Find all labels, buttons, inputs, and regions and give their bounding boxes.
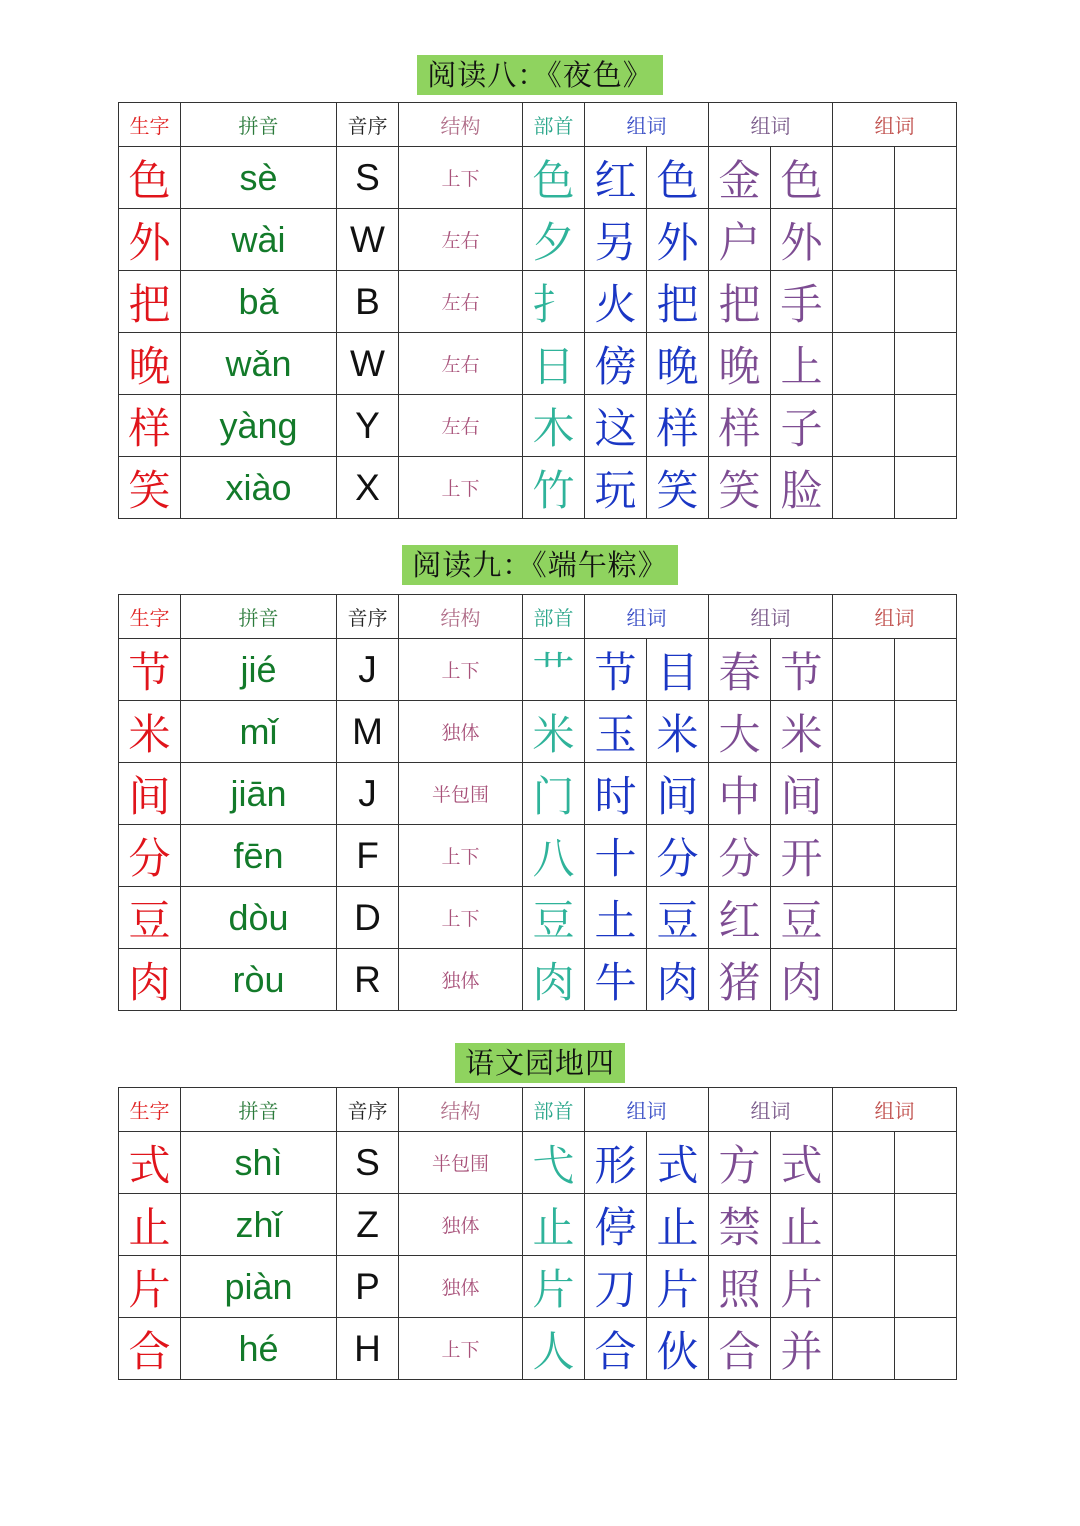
pinyin-cell: zhǐ [181,1194,337,1256]
word1-char: 片 [647,1256,709,1318]
table-row [119,887,957,949]
initial-letter-cell: S [337,147,399,209]
word3-char [895,271,957,333]
new-character: 米 [119,701,181,763]
word2-char: 把 [709,271,771,333]
pinyin-cell: jiān [181,763,337,825]
pinyin-cell: mǐ [181,701,337,763]
header-shengzi: 生字 [119,1088,181,1132]
word1-char: 十 [585,825,647,887]
word1-char: 合 [585,1318,647,1380]
table-row [119,701,957,763]
table-row [119,147,957,209]
word2-char: 上 [771,333,833,395]
word1-char: 伙 [647,1318,709,1380]
structure-cell: 左右 [399,333,523,395]
table-row [119,1318,957,1380]
initial-letter-cell: J [337,639,399,701]
word2-char: 色 [771,147,833,209]
table-row [119,1132,957,1194]
radical-cell: 豆 [523,887,585,949]
new-character: 豆 [119,887,181,949]
structure-cell: 半包围 [399,763,523,825]
word1-char: 另 [585,209,647,271]
word1-char: 样 [647,395,709,457]
initial-letter-cell: S [337,1132,399,1194]
new-character: 肉 [119,949,181,1011]
table-row [119,1194,957,1256]
word1-char: 土 [585,887,647,949]
word1-char: 红 [585,147,647,209]
structure-cell: 左右 [399,271,523,333]
structure-cell: 左右 [399,395,523,457]
word2-char: 样 [709,395,771,457]
word2-char: 子 [771,395,833,457]
word2-char: 间 [771,763,833,825]
pinyin-cell: dòu [181,887,337,949]
word2-char: 米 [771,701,833,763]
header-bushou: 部首 [523,1088,585,1132]
table-row [119,639,957,701]
word3-char [895,395,957,457]
word1-char: 节 [585,639,647,701]
structure-cell: 独体 [399,949,523,1011]
pinyin-cell: wǎn [181,333,337,395]
word2-char: 止 [771,1194,833,1256]
word1-char: 止 [647,1194,709,1256]
section-title-text: 阅读九：《端午粽》 [402,545,678,585]
pinyin-cell: jié [181,639,337,701]
pinyin-cell: ròu [181,949,337,1011]
radical-cell: 竹 [523,457,585,519]
structure-cell: 上下 [399,1318,523,1380]
radical-cell: 八 [523,825,585,887]
word1-char: 停 [585,1194,647,1256]
word1-char: 外 [647,209,709,271]
initial-letter-cell: Z [337,1194,399,1256]
initial-letter-cell: X [337,457,399,519]
header-zuci-2: 组词 [709,103,833,147]
initial-letter-cell: W [337,209,399,271]
word2-char: 并 [771,1318,833,1380]
word2-char: 手 [771,271,833,333]
word3-char [833,271,895,333]
structure-cell: 上下 [399,639,523,701]
new-character: 分 [119,825,181,887]
radical-cell: 弋 [523,1132,585,1194]
new-character: 晚 [119,333,181,395]
word2-char: 中 [709,763,771,825]
word2-char: 方 [709,1132,771,1194]
word3-char [833,1318,895,1380]
word1-char: 玉 [585,701,647,763]
header-yinxu: 音序 [337,595,399,639]
structure-cell: 独体 [399,1194,523,1256]
table-row [119,1256,957,1318]
word3-char [895,333,957,395]
pinyin-cell: xiào [181,457,337,519]
new-character: 片 [119,1256,181,1318]
word2-char: 红 [709,887,771,949]
word1-char: 刀 [585,1256,647,1318]
radical-cell: 止 [523,1194,585,1256]
structure-cell: 半包围 [399,1132,523,1194]
initial-letter-cell: R [337,949,399,1011]
initial-letter-cell: W [337,333,399,395]
structure-cell: 左右 [399,209,523,271]
new-character: 笑 [119,457,181,519]
header-bushou: 部首 [523,595,585,639]
word3-char [833,887,895,949]
word1-char: 把 [647,271,709,333]
structure-cell: 上下 [399,887,523,949]
header-row [119,1088,957,1132]
new-character: 色 [119,147,181,209]
word3-char [833,333,895,395]
header-pinyin: 拼音 [181,103,337,147]
vocab-table [118,1087,957,1380]
structure-cell: 上下 [399,457,523,519]
radical-cell: 日 [523,333,585,395]
header-pinyin: 拼音 [181,1088,337,1132]
word1-char: 晚 [647,333,709,395]
word3-char [895,639,957,701]
word1-char: 时 [585,763,647,825]
word2-char: 脸 [771,457,833,519]
vocab-table [118,594,957,1011]
word2-char: 合 [709,1318,771,1380]
word1-char: 这 [585,395,647,457]
word3-char [895,825,957,887]
word2-char: 豆 [771,887,833,949]
structure-cell: 独体 [399,701,523,763]
word3-char [895,209,957,271]
initial-letter-cell: M [337,701,399,763]
header-bushou: 部首 [523,103,585,147]
header-zuci-3: 组词 [833,103,957,147]
section-title [0,545,1080,585]
radical-cell: 米 [523,701,585,763]
word3-char [833,1256,895,1318]
section-title-text: 阅读八：《夜色》 [417,55,663,95]
word3-char [833,395,895,457]
new-character: 把 [119,271,181,333]
word3-char [833,639,895,701]
word3-char [895,763,957,825]
radical-cell: 肉 [523,949,585,1011]
word1-char: 目 [647,639,709,701]
radical-cell: 木 [523,395,585,457]
pinyin-cell: wài [181,209,337,271]
structure-cell: 独体 [399,1256,523,1318]
word3-char [833,147,895,209]
header-zuci-1: 组词 [585,595,709,639]
word2-char: 猪 [709,949,771,1011]
table-row [119,271,957,333]
radical-cell: 人 [523,1318,585,1380]
word2-char: 户 [709,209,771,271]
header-zuci-3: 组词 [833,595,957,639]
radical-cell: 艹 [523,639,585,701]
word1-char: 形 [585,1132,647,1194]
word2-char: 笑 [709,457,771,519]
word1-char: 米 [647,701,709,763]
vocab-table [118,102,957,519]
word2-char: 片 [771,1256,833,1318]
word3-char [833,209,895,271]
word3-char [895,1256,957,1318]
word1-char: 笑 [647,457,709,519]
initial-letter-cell: B [337,271,399,333]
new-character: 外 [119,209,181,271]
word3-char [895,1132,957,1194]
pinyin-cell: hé [181,1318,337,1380]
word1-char: 豆 [647,887,709,949]
word1-char: 傍 [585,333,647,395]
word2-char: 开 [771,825,833,887]
radical-cell: 门 [523,763,585,825]
header-zuci-2: 组词 [709,595,833,639]
new-character: 节 [119,639,181,701]
header-yinxu: 音序 [337,1088,399,1132]
header-shengzi: 生字 [119,595,181,639]
word3-char [895,457,957,519]
initial-letter-cell: J [337,763,399,825]
header-zuci-3: 组词 [833,1088,957,1132]
pinyin-cell: sè [181,147,337,209]
table-row [119,457,957,519]
word3-char [833,949,895,1011]
word1-char: 分 [647,825,709,887]
word1-char: 肉 [647,949,709,1011]
section-title [0,55,1080,95]
pinyin-cell: bǎ [181,271,337,333]
section-title [0,1043,1080,1083]
word3-char [833,457,895,519]
word3-char [895,701,957,763]
initial-letter-cell: D [337,887,399,949]
radical-cell: 色 [523,147,585,209]
new-character: 止 [119,1194,181,1256]
word3-char [833,1194,895,1256]
radical-cell: 扌 [523,271,585,333]
header-zuci-1: 组词 [585,103,709,147]
header-row [119,103,957,147]
header-yinxu: 音序 [337,103,399,147]
word2-char: 式 [771,1132,833,1194]
new-character: 式 [119,1132,181,1194]
word2-char: 春 [709,639,771,701]
structure-cell: 上下 [399,825,523,887]
pinyin-cell: shì [181,1132,337,1194]
word3-char [895,1318,957,1380]
word2-char: 晚 [709,333,771,395]
word1-char: 色 [647,147,709,209]
word3-char [895,887,957,949]
word3-char [833,825,895,887]
word2-char: 外 [771,209,833,271]
word1-char: 间 [647,763,709,825]
word1-char: 火 [585,271,647,333]
word3-char [833,1132,895,1194]
word1-char: 式 [647,1132,709,1194]
table-row [119,395,957,457]
new-character: 合 [119,1318,181,1380]
new-character: 样 [119,395,181,457]
word2-char: 照 [709,1256,771,1318]
word3-char [895,949,957,1011]
header-jiegou: 结构 [399,1088,523,1132]
radical-cell: 夕 [523,209,585,271]
radical-cell: 片 [523,1256,585,1318]
word2-char: 大 [709,701,771,763]
word2-char: 禁 [709,1194,771,1256]
word2-char: 分 [709,825,771,887]
word2-char: 节 [771,639,833,701]
pinyin-cell: yàng [181,395,337,457]
structure-cell: 上下 [399,147,523,209]
table-row [119,825,957,887]
word1-char: 玩 [585,457,647,519]
word2-char: 肉 [771,949,833,1011]
initial-letter-cell: H [337,1318,399,1380]
header-zuci-1: 组词 [585,1088,709,1132]
pinyin-cell: piàn [181,1256,337,1318]
header-jiegou: 结构 [399,595,523,639]
initial-letter-cell: Y [337,395,399,457]
word3-char [895,1194,957,1256]
table-row [119,949,957,1011]
word1-char: 牛 [585,949,647,1011]
section-title-text: 语文园地四 [455,1043,625,1083]
table-row [119,333,957,395]
table-row [119,763,957,825]
table-row [119,209,957,271]
pinyin-cell: fēn [181,825,337,887]
new-character: 间 [119,763,181,825]
word3-char [833,763,895,825]
header-row [119,595,957,639]
word3-char [833,701,895,763]
header-shengzi: 生字 [119,103,181,147]
word2-char: 金 [709,147,771,209]
header-jiegou: 结构 [399,103,523,147]
header-pinyin: 拼音 [181,595,337,639]
header-zuci-2: 组词 [709,1088,833,1132]
word3-char [895,147,957,209]
initial-letter-cell: P [337,1256,399,1318]
initial-letter-cell: F [337,825,399,887]
